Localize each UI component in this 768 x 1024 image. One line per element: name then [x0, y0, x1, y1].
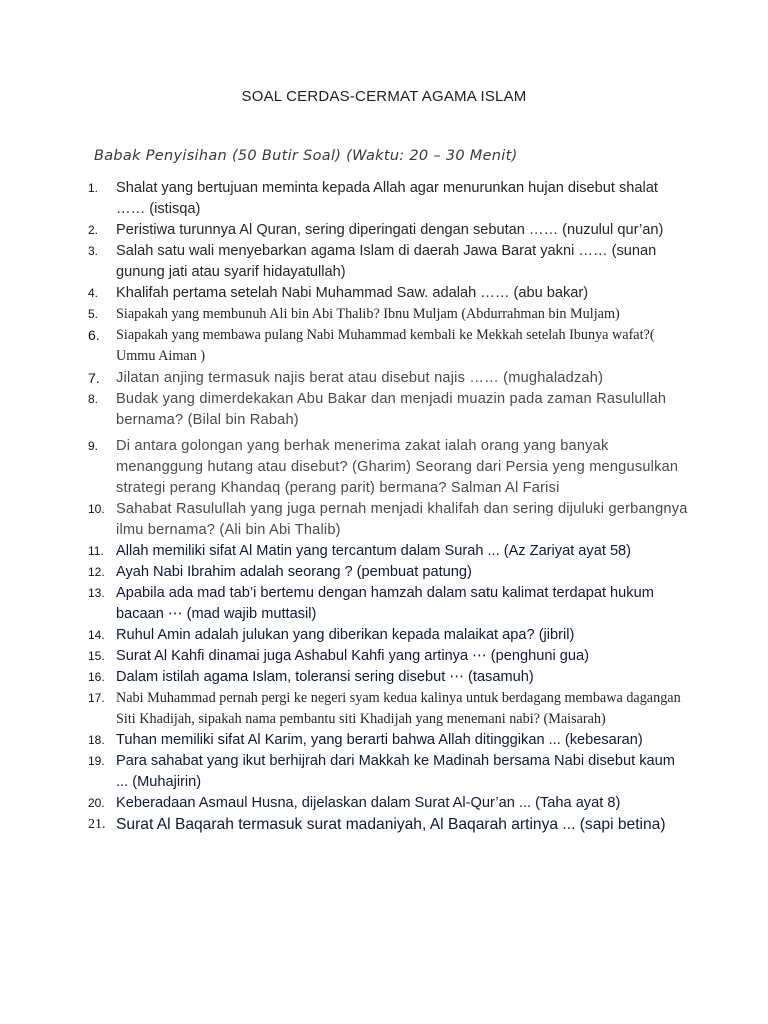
question-text: Budak yang dimerdekakan Abu Bakar dan menjadi muazin pada zaman Rasulullah bernama? (Bilal bin Rabah) [116, 391, 667, 428]
question-text: Surat Al Baqarah termasuk surat madaniyah, Al Baqarah artinya ... (sapi betina) [116, 816, 666, 833]
question-text: Para sahabat yang ikut berhijrah dari Makkah ke Madinah bersama Nabi disebut kaum ... (Muhajirin) [116, 753, 675, 790]
question-item [88, 793, 688, 814]
page-title: SOAL CERDAS-CERMAT AGAMA ISLAM [241, 88, 527, 105]
question-number: 15. [88, 649, 105, 663]
question-item [88, 730, 688, 751]
question-item [88, 241, 688, 283]
question-item [88, 667, 688, 688]
question-item [88, 325, 688, 367]
section-subtitle: Babak Penyisihan (50 Butir Soal) (Waktu: 20 – 30 Menit) [94, 148, 518, 164]
question-number: 10. [88, 502, 105, 516]
question-item [88, 220, 688, 241]
question-item [88, 178, 688, 220]
question-text: Surat Al Kahfi dinamai juga Ashabul Kahfi yang artinya ⋯ (penghuni gua) [116, 648, 589, 664]
question-number: 21. [88, 817, 106, 832]
question-text: Salah satu wali menyebarkan agama Islam di daerah Jawa Barat yakni …… (sunan gunung jati atau syarif hidayatullah) [116, 243, 657, 280]
question-item [88, 688, 688, 730]
question-text: Keberadaan Asmaul Husna, dijelaskan dalam Surat Al-Qur’an ... (Taha ayat 8) [116, 795, 621, 811]
question-text: Sahabat Rasulullah yang juga pernah menjadi khalifah dan sering dijuluki gerbangnya ilmu bernama? (Ali bin Abi Thalib) [116, 501, 688, 538]
question-item [88, 751, 688, 793]
question-text: Apabila ada mad tab’i bertemu dengan hamzah dalam satu kalimat terdapat hukum bacaan ⋯ (mad wajib muttasil) [116, 585, 654, 622]
question-text: Ayah Nabi Ibrahim adalah seorang ? (pembuat patung) [116, 564, 472, 580]
question-number: 11. [88, 544, 104, 558]
question-number: 6. [88, 327, 100, 343]
question-number: 12. [88, 565, 105, 579]
question-list [88, 178, 688, 835]
question-number: 13. [88, 586, 105, 600]
question-number: 4. [88, 286, 99, 300]
question-number: 20. [88, 796, 105, 810]
question-text: Siapakah yang membunuh Ali bin Abi Thalib? Ibnu Muljam (Abdurrahman bin Muljam) [116, 306, 620, 322]
question-number: 17. [88, 691, 105, 705]
question-item [88, 283, 688, 304]
question-item [88, 368, 688, 389]
question-item [88, 625, 688, 646]
question-text: Tuhan memiliki sifat Al Karim, yang berarti bahwa Allah ditinggikan ... (kebesaran) [116, 732, 643, 748]
question-text: Di antara golongan yang berhak menerima zakat ialah orang yang banyak menanggung hutang atau disebut? (Gharim) Seorang dari Persia yeng mengusulkan strategi perang Khandaq (perang parit) bermana? Salman Al Farisi [116, 438, 679, 496]
question-number: 9. [88, 439, 99, 453]
question-item [88, 304, 688, 325]
question-number: 14. [88, 628, 105, 642]
question-number: 7. [88, 370, 100, 386]
question-number: 3. [88, 244, 99, 258]
question-text: Siapakah yang membawa pulang Nabi Muhammad kembali ke Mekkah setelah Ibunya wafat?( Ummu Aiman ) [116, 327, 655, 364]
question-text: Ruhul Amin adalah julukan yang diberikan kepada malaikat apa? (jibril) [116, 627, 575, 643]
question-item [88, 814, 688, 835]
question-number: 16. [88, 670, 105, 684]
question-text: Allah memiliki sifat Al Matin yang tercantum dalam Surah ... (Az Zariyat ayat 58) [116, 543, 632, 559]
question-item [88, 389, 688, 431]
question-text: Shalat yang bertujuan meminta kepada Allah agar menurunkan hujan disebut shalat …… (istisqa) [116, 180, 658, 217]
question-text: Nabi Muhammad pernah pergi ke negeri syam kedua kalinya untuk berdagang membawa dagangan Siti Khadijah, sipakah nama pembantu siti Khadijah yang menemani nabi? (Maisarah) [116, 690, 681, 727]
question-item [88, 583, 688, 625]
question-number: 1. [88, 181, 99, 195]
question-number: 2. [88, 223, 99, 237]
question-number: 8. [88, 392, 99, 406]
question-item [88, 436, 688, 499]
question-number: 19. [88, 754, 105, 768]
question-item [88, 541, 688, 562]
question-text: Khalifah pertama setelah Nabi Muhammad Saw. adalah …… (abu bakar) [116, 285, 589, 301]
question-text: Peristiwa turunnya Al Quran, sering diperingati dengan sebutan …… (nuzulul qur’an) [116, 222, 664, 238]
question-number: 5. [88, 307, 99, 321]
question-text: Jilatan anjing termasuk najis berat atau disebut najis …… (mughaladzah) [116, 370, 604, 386]
question-item [88, 646, 688, 667]
question-number: 18. [88, 733, 105, 747]
question-text: Dalam istilah agama Islam, toleransi sering disebut ⋯ (tasamuh) [116, 669, 534, 685]
question-item [88, 562, 688, 583]
question-item [88, 499, 688, 541]
